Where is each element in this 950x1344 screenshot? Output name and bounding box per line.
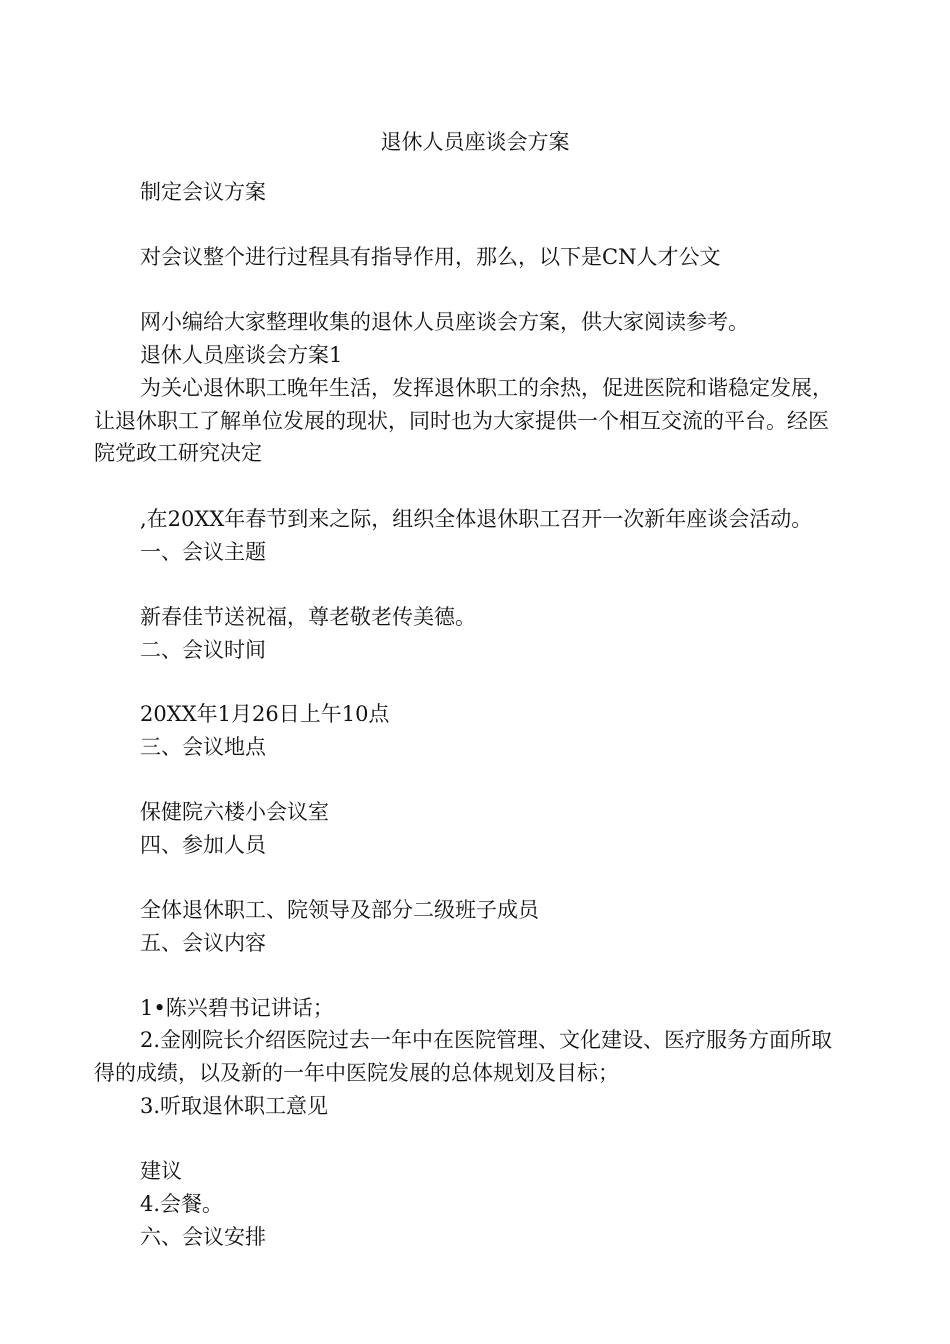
list-item: 4.会餐。 [140,1192,224,1216]
text-line: ,在20XX年春节到来之际，组织全体退休职工召开一次新年座谈会活动。 [140,507,813,531]
section-heading: 三、会议地点 [140,735,266,759]
text-line: 对会议整个进行过程具有指导作用，那么，以下是CN人才公文 [140,245,721,269]
list-item: 2.金刚院长介绍医院过去一年中在医院管理、文化建设、医疗服务方面所取 [140,1028,833,1052]
text-line: 得的成绩，以及新的一年中医院发展的总体规划及目标； [94,1061,619,1085]
section-heading: 四、参加人员 [140,833,266,857]
text-line: 制定会议方案 [140,180,266,204]
section-heading: 二、会议时间 [140,638,266,662]
list-item: 3.听取退休职工意见 [140,1094,329,1118]
text-line: 全体退休职工、院领导及部分二级班子成员 [140,898,539,922]
section-heading: 一、会议主题 [140,540,266,564]
list-item: 1•陈兴碧书记讲话； [140,996,334,1020]
text-line: 为关心退休职工晚年生活，发挥退休职工的余热，促进医院和谐稳定发展， [140,376,833,400]
section-heading: 六、会议安排 [140,1225,266,1249]
text-line: 网小编给大家整理收集的退休人员座谈会方案，供大家阅读参考。 [140,310,749,334]
text-line: 保健院六楼小会议室 [140,800,329,824]
text-line: 院党政工研究决定 [94,441,262,465]
document-title: 退休人员座谈会方案 [380,130,570,154]
text-line: 建议 [140,1159,182,1183]
text-line: 20XX年1月26日上午10点 [140,702,390,726]
text-line: 让退休职工了解单位发展的现状，同时也为大家提供一个相互交流的平台。经医 [94,409,829,433]
text-line: 退休人员座谈会方案1 [140,343,343,367]
text-line: 新春佳节送祝福，尊老敬老传美德。 [140,605,476,629]
section-heading: 五、会议内容 [140,931,266,955]
